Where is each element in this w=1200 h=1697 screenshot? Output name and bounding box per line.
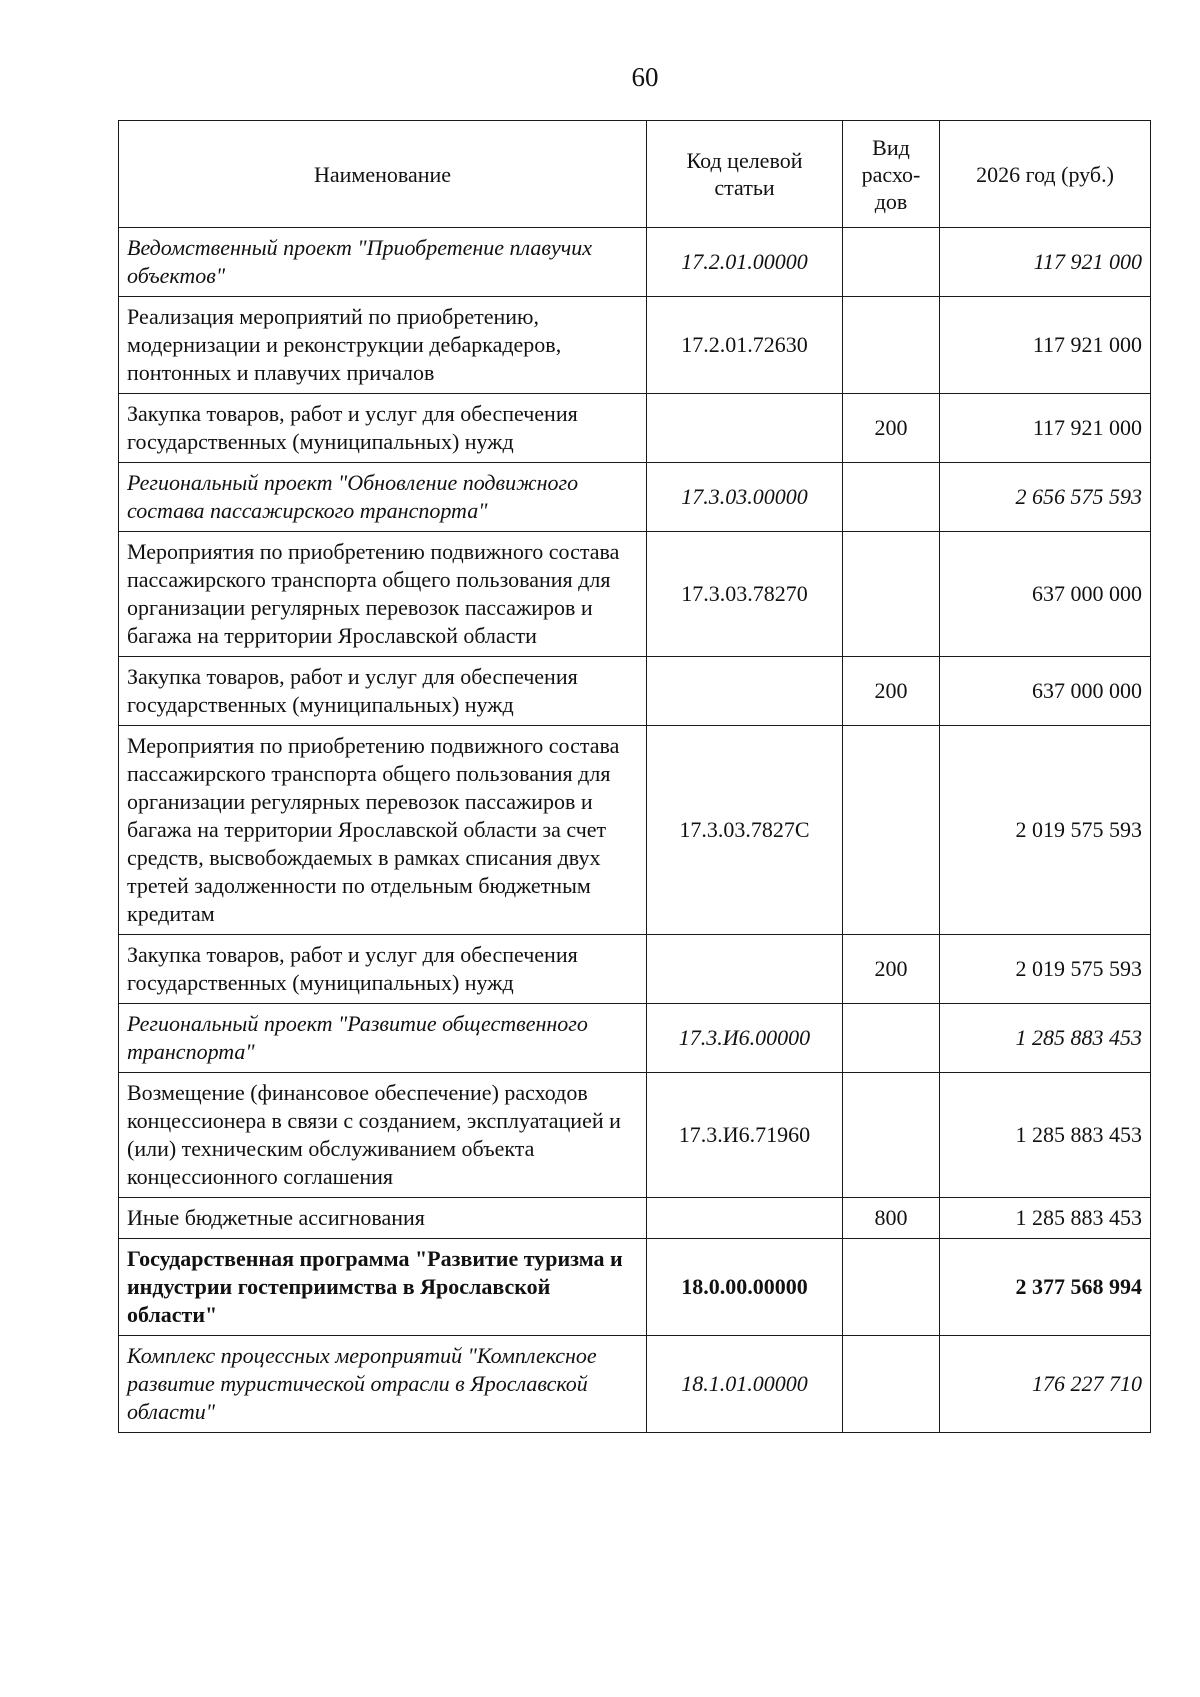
row-amount: 1 285 883 453	[940, 1004, 1151, 1073]
row-name: Реализация мероприятий по приобретению, модернизации и реконструкции дебаркадеров, понтонных и плавучих причалов	[119, 297, 647, 394]
row-expense-type: 200	[843, 657, 940, 726]
table-body	[119, 228, 1151, 1433]
table-header-row	[119, 121, 1151, 228]
table-row	[119, 1004, 1151, 1073]
row-target-code	[647, 657, 843, 726]
table-row	[119, 1239, 1151, 1336]
row-name: Закупка товаров, работ и услуг для обеспечения государственных (муниципальных) нужд	[119, 394, 647, 463]
row-target-code: 17.3.И6.00000	[647, 1004, 843, 1073]
row-amount: 176 227 710	[940, 1336, 1151, 1433]
table-row	[119, 1073, 1151, 1198]
row-name: Возмещение (финансовое обеспечение) расходов концессионера в связи с созданием, эксплуатацией и (или) техническим обслуживанием объекта концессионного соглашения	[119, 1073, 647, 1198]
row-target-code: 18.0.00.00000	[647, 1239, 843, 1336]
table-row	[119, 726, 1151, 935]
row-amount: 117 921 000	[940, 228, 1151, 297]
table-row	[119, 1198, 1151, 1239]
header-amount-2026: 2026 год (руб.)	[940, 121, 1151, 228]
row-amount: 117 921 000	[940, 297, 1151, 394]
table-row	[119, 935, 1151, 1004]
row-expense-type	[843, 297, 940, 394]
table-row	[119, 657, 1151, 726]
row-target-code	[647, 935, 843, 1004]
row-amount: 2 656 575 593	[940, 463, 1151, 532]
header-expense-type: Вид расхо-дов	[843, 121, 940, 228]
row-target-code: 17.3.И6.71960	[647, 1073, 843, 1198]
row-name: Мероприятия по приобретению подвижного состава пассажирского транспорта общего пользования для организации регулярных перевозок пассажиров и багажа на территории Ярославской области	[119, 532, 647, 657]
table-row	[119, 463, 1151, 532]
row-amount: 1 285 883 453	[940, 1073, 1151, 1198]
header-name: Наименование	[119, 121, 647, 228]
row-expense-type: 200	[843, 935, 940, 1004]
row-target-code: 17.2.01.00000	[647, 228, 843, 297]
row-name: Региональный проект "Развитие общественного транспорта"	[119, 1004, 647, 1073]
row-target-code	[647, 1198, 843, 1239]
row-expense-type	[843, 1073, 940, 1198]
page-number: 60	[631, 62, 659, 92]
row-amount: 2 019 575 593	[940, 935, 1151, 1004]
row-name: Государственная программа "Развитие туризма и индустрии гостеприимства в Ярославской области"	[119, 1239, 647, 1336]
row-expense-type	[843, 463, 940, 532]
table-row	[119, 228, 1151, 297]
row-name: Мероприятия по приобретению подвижного состава пассажирского транспорта общего пользования для организации регулярных перевозок пассажиров и багажа на территории Ярославской области за счет средств, высвобождаемых в рамках списания двух третей задолженности по отдельным бюджетным кредитам	[119, 726, 647, 935]
row-expense-type	[843, 532, 940, 657]
row-name: Закупка товаров, работ и услуг для обеспечения государственных (муниципальных) нужд	[119, 935, 647, 1004]
row-target-code: 17.3.03.00000	[647, 463, 843, 532]
row-expense-type: 800	[843, 1198, 940, 1239]
row-expense-type	[843, 1336, 940, 1433]
row-target-code: 18.1.01.00000	[647, 1336, 843, 1433]
row-amount: 637 000 000	[940, 532, 1151, 657]
row-amount: 2 019 575 593	[940, 726, 1151, 935]
budget-table	[118, 120, 1151, 1433]
table-row	[119, 532, 1151, 657]
row-name: Региональный проект "Обновление подвижного состава пассажирского транспорта"	[119, 463, 647, 532]
row-name: Закупка товаров, работ и услуг для обеспечения государственных (муниципальных) нужд	[119, 657, 647, 726]
row-name: Комплекс процессных мероприятий "Комплексное развитие туристической отрасли в Ярославской области"	[119, 1336, 647, 1433]
row-expense-type	[843, 1239, 940, 1336]
table-row	[119, 1336, 1151, 1433]
row-target-code: 17.2.01.72630	[647, 297, 843, 394]
row-target-code: 17.3.03.7827C	[647, 726, 843, 935]
table-row	[119, 297, 1151, 394]
header-code: Код целевой статьи	[647, 121, 843, 228]
row-target-code	[647, 394, 843, 463]
row-amount: 637 000 000	[940, 657, 1151, 726]
row-amount: 117 921 000	[940, 394, 1151, 463]
row-expense-type	[843, 228, 940, 297]
row-amount: 1 285 883 453	[940, 1198, 1151, 1239]
row-name: Ведомственный проект "Приобретение плавучих объектов"	[119, 228, 647, 297]
row-expense-type	[843, 1004, 940, 1073]
row-amount: 2 377 568 994	[940, 1239, 1151, 1336]
row-expense-type	[843, 726, 940, 935]
row-expense-type: 200	[843, 394, 940, 463]
row-name: Иные бюджетные ассигнования	[119, 1198, 647, 1239]
table-row	[119, 394, 1151, 463]
row-target-code: 17.3.03.78270	[647, 532, 843, 657]
